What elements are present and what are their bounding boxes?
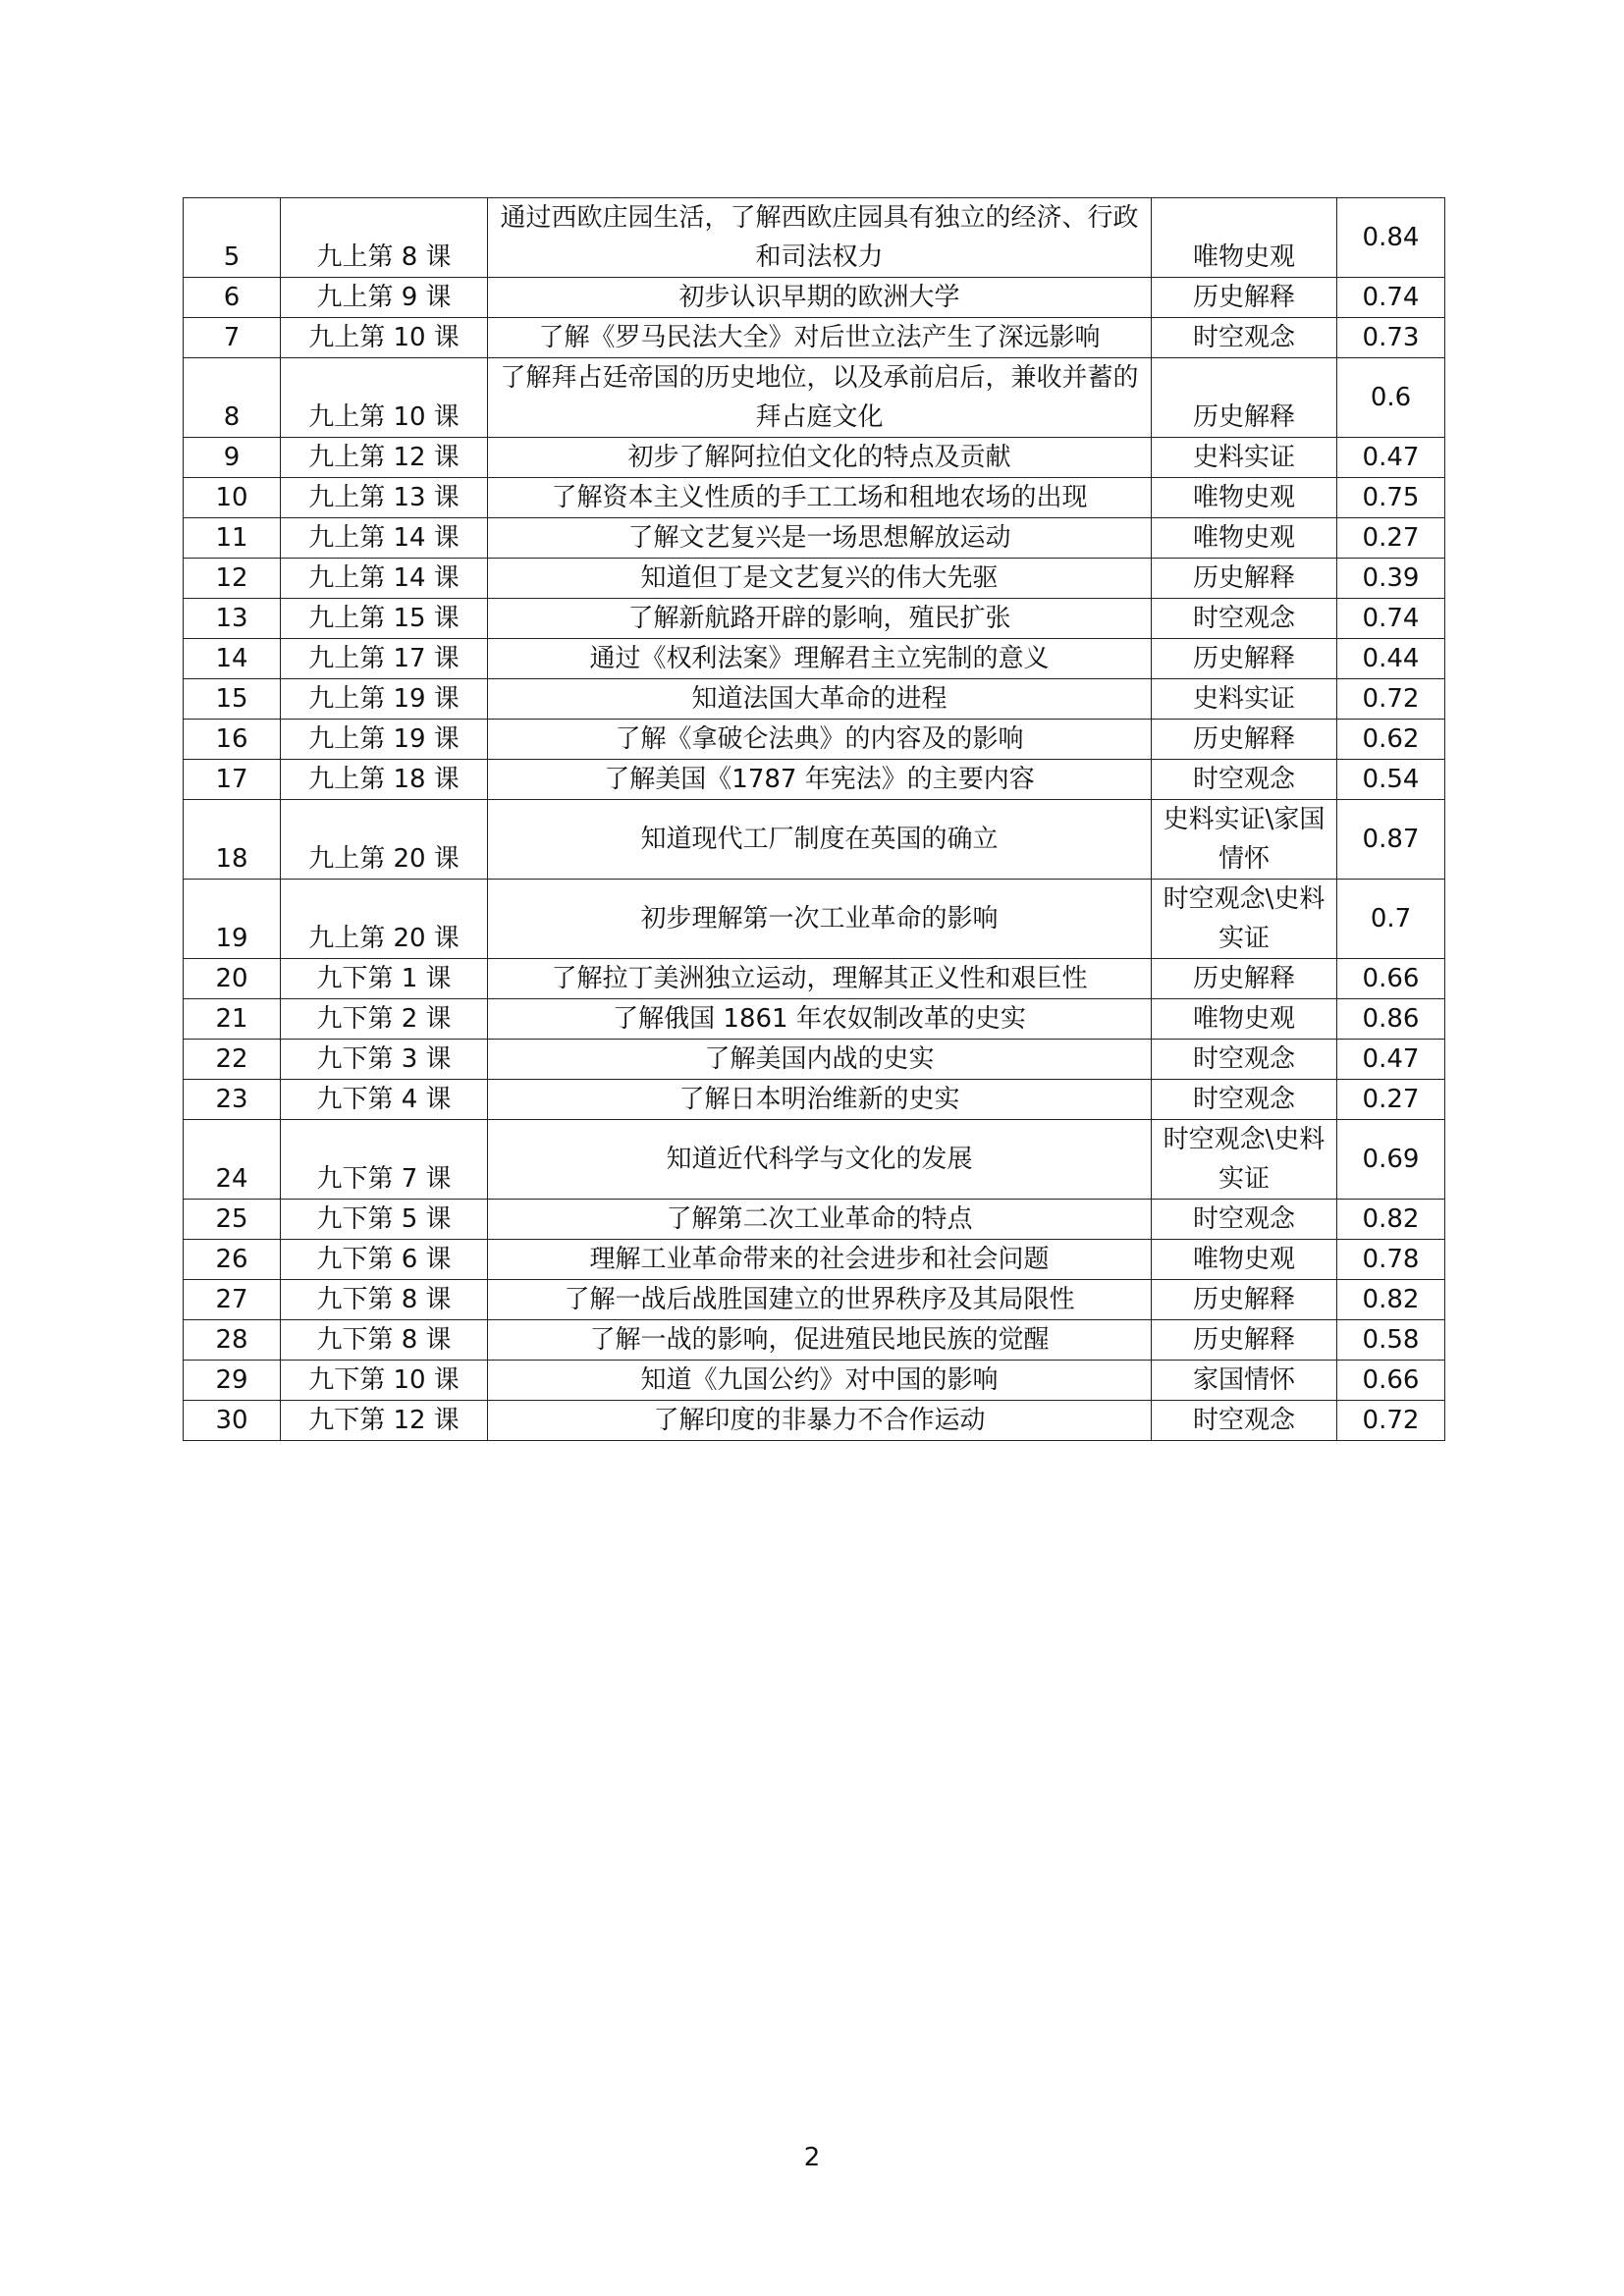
literacy-cell-text: 时空观念	[1192, 1204, 1295, 1234]
table-row	[184, 1040, 1445, 1080]
row-number-cell	[184, 1240, 281, 1280]
value-cell-text: 0.82	[1362, 1204, 1420, 1234]
value-cell-text: 0.58	[1362, 1325, 1420, 1355]
literacy-cell	[1152, 880, 1337, 959]
page-number: 2	[803, 2143, 821, 2172]
table-row	[184, 1401, 1445, 1441]
lesson-cell	[281, 1200, 488, 1240]
value-cell	[1337, 1080, 1445, 1120]
lesson-cell	[281, 999, 488, 1040]
value-cell	[1337, 760, 1445, 800]
literacy-cell	[1152, 318, 1337, 358]
literacy-cell-text: 时空观念	[1192, 323, 1295, 352]
table-row	[184, 478, 1445, 518]
lesson-cell-text: 九上第 15 课	[308, 604, 460, 633]
value-cell	[1337, 358, 1445, 438]
value-cell-text: 0.87	[1362, 825, 1420, 854]
lesson-cell	[281, 278, 488, 318]
row-number-cell-text: 13	[215, 604, 248, 633]
goal-cell-text: 初步了解阿拉伯文化的特点及贡献	[627, 443, 1011, 472]
goal-cell-text: 知道现代工厂制度在英国的确立	[640, 825, 999, 854]
row-number-cell-text: 22	[215, 1044, 248, 1074]
lesson-cell-text: 九上第 8 课	[316, 242, 452, 272]
row-number-cell	[184, 358, 281, 438]
value-cell	[1337, 478, 1445, 518]
lesson-cell-text: 九下第 12 课	[308, 1406, 460, 1435]
lesson-cell-text: 九上第 13 课	[308, 483, 460, 512]
goal-cell-text: 知道近代科学与文化的发展	[666, 1145, 973, 1174]
literacy-cell-text: 时空观念	[1192, 604, 1295, 633]
lesson-cell	[281, 358, 488, 438]
literacy-cell	[1152, 720, 1337, 760]
value-cell	[1337, 639, 1445, 679]
value-cell	[1337, 559, 1445, 599]
goal-cell-text: 知道《九国公约》对中国的影响	[640, 1365, 999, 1395]
lesson-cell-text: 九下第 8 课	[316, 1325, 452, 1355]
lesson-cell-text: 九上第 19 课	[308, 724, 460, 754]
literacy-cell	[1152, 438, 1337, 478]
lesson-cell-text: 九下第 2 课	[316, 1004, 452, 1034]
literacy-cell-text: 历史解释	[1192, 1285, 1295, 1314]
lesson-cell-text: 九下第 4 课	[316, 1085, 452, 1114]
lesson-cell-text: 九上第 10 课	[308, 323, 460, 352]
row-number-cell	[184, 880, 281, 959]
value-cell	[1337, 198, 1445, 278]
goal-cell-text: 了解日本明治维新的史实	[678, 1085, 960, 1114]
goal-cell	[488, 438, 1152, 478]
value-cell-text: 0.75	[1362, 483, 1420, 512]
lesson-cell	[281, 1280, 488, 1320]
value-cell	[1337, 1280, 1445, 1320]
row-number-cell	[184, 478, 281, 518]
goal-cell	[488, 1280, 1152, 1320]
value-cell	[1337, 1320, 1445, 1361]
lesson-cell-text: 九上第 20 课	[308, 844, 460, 874]
table-row	[184, 318, 1445, 358]
table-row	[184, 1361, 1445, 1401]
row-number-cell-text: 26	[215, 1245, 248, 1274]
goal-cell-text: 了解拜占廷帝国的历史地位，以及承前启后，兼收并蓄的拜占庭文化	[500, 363, 1139, 432]
literacy-cell	[1152, 1040, 1337, 1080]
value-cell	[1337, 1120, 1445, 1200]
lesson-cell-text: 九下第 10 课	[308, 1365, 460, 1395]
goal-cell-text: 了解文艺复兴是一场思想解放运动	[627, 523, 1011, 553]
value-cell-text: 0.6	[1370, 383, 1412, 412]
lesson-cell	[281, 1080, 488, 1120]
row-number-cell	[184, 1080, 281, 1120]
literacy-cell-text: 史料实证	[1192, 684, 1295, 714]
literacy-cell	[1152, 800, 1337, 880]
literacy-cell	[1152, 1200, 1337, 1240]
goal-cell-text: 通过西欧庄园生活，了解西欧庄园具有独立的经济、行政和司法权力	[500, 203, 1139, 272]
lesson-cell	[281, 1320, 488, 1361]
lesson-cell-text: 九上第 12 课	[308, 443, 460, 472]
row-number-cell-text: 21	[215, 1004, 248, 1034]
goal-cell	[488, 999, 1152, 1040]
lesson-cell-text: 九下第 6 课	[316, 1245, 452, 1274]
goal-cell	[488, 559, 1152, 599]
value-cell-text: 0.78	[1362, 1245, 1420, 1274]
value-cell	[1337, 1401, 1445, 1441]
value-cell-text: 0.27	[1362, 1085, 1420, 1114]
goal-cell-text: 通过《权利法案》理解君主立宪制的意义	[589, 644, 1050, 673]
literacy-cell	[1152, 1080, 1337, 1120]
row-number-cell	[184, 760, 281, 800]
row-number-cell	[184, 438, 281, 478]
literacy-cell	[1152, 760, 1337, 800]
goal-cell	[488, 720, 1152, 760]
goal-cell-text: 了解印度的非暴力不合作运动	[653, 1406, 986, 1435]
literacy-cell-text: 历史解释	[1192, 283, 1295, 312]
row-number-cell	[184, 1280, 281, 1320]
literacy-cell-text: 时空观念\史料实证	[1163, 884, 1326, 953]
row-number-cell	[184, 278, 281, 318]
lesson-cell	[281, 760, 488, 800]
literacy-cell-text: 历史解释	[1192, 402, 1295, 432]
literacy-cell	[1152, 1361, 1337, 1401]
value-cell-text: 0.74	[1362, 283, 1420, 312]
goal-cell	[488, 518, 1152, 559]
value-cell	[1337, 1040, 1445, 1080]
value-cell-text: 0.54	[1362, 765, 1420, 794]
row-number-cell	[184, 1040, 281, 1080]
table-row	[184, 1200, 1445, 1240]
lesson-cell-text: 九上第 19 课	[308, 684, 460, 714]
table-body	[184, 198, 1445, 1441]
value-cell	[1337, 1361, 1445, 1401]
goal-cell	[488, 800, 1152, 880]
value-cell-text: 0.72	[1362, 684, 1420, 714]
goal-cell	[488, 1401, 1152, 1441]
value-cell-text: 0.84	[1362, 223, 1420, 252]
row-number-cell	[184, 198, 281, 278]
row-number-cell-text: 10	[215, 483, 248, 512]
value-cell	[1337, 278, 1445, 318]
literacy-cell	[1152, 478, 1337, 518]
literacy-cell-text: 史料实证	[1192, 443, 1295, 472]
lesson-cell	[281, 720, 488, 760]
goal-cell	[488, 599, 1152, 639]
literacy-cell-text: 唯物史观	[1192, 1245, 1295, 1274]
literacy-cell-text: 历史解释	[1192, 964, 1295, 993]
row-number-cell-text: 25	[215, 1204, 248, 1234]
lesson-literacy-table	[183, 197, 1445, 1441]
literacy-cell-text: 唯物史观	[1192, 242, 1295, 272]
goal-cell	[488, 478, 1152, 518]
row-number-cell	[184, 518, 281, 559]
lesson-cell-text: 九下第 1 课	[316, 964, 452, 993]
row-number-cell	[184, 720, 281, 760]
goal-cell-text: 了解资本主义性质的手工工场和租地农场的出现	[551, 483, 1088, 512]
goal-cell	[488, 1120, 1152, 1200]
value-cell-text: 0.47	[1362, 443, 1420, 472]
value-cell	[1337, 438, 1445, 478]
goal-cell	[488, 358, 1152, 438]
row-number-cell-text: 8	[223, 402, 241, 432]
lesson-cell	[281, 559, 488, 599]
goal-cell-text: 知道法国大革命的进程	[691, 684, 947, 714]
literacy-cell-text: 时空观念	[1192, 765, 1295, 794]
goal-cell	[488, 760, 1152, 800]
value-cell	[1337, 720, 1445, 760]
row-number-cell-text: 12	[215, 563, 248, 593]
row-number-cell-text: 15	[215, 684, 248, 714]
row-number-cell-text: 23	[215, 1085, 248, 1114]
value-cell-text: 0.47	[1362, 1044, 1420, 1074]
literacy-cell-text: 时空观念	[1192, 1085, 1295, 1114]
value-cell-text: 0.69	[1362, 1145, 1420, 1174]
literacy-cell	[1152, 198, 1337, 278]
literacy-cell-text: 历史解释	[1192, 563, 1295, 593]
goal-cell	[488, 1080, 1152, 1120]
value-cell-text: 0.86	[1362, 1004, 1420, 1034]
table-row	[184, 1240, 1445, 1280]
row-number-cell	[184, 800, 281, 880]
goal-cell-text: 了解美国《1787 年宪法》的主要内容	[604, 765, 1035, 794]
literacy-cell-text: 历史解释	[1192, 1325, 1295, 1355]
goal-cell-text: 初步理解第一次工业革命的影响	[640, 904, 999, 934]
row-number-cell-text: 9	[223, 443, 241, 472]
goal-cell	[488, 880, 1152, 959]
goal-cell	[488, 639, 1152, 679]
row-number-cell	[184, 559, 281, 599]
lesson-cell-text: 九上第 17 课	[308, 644, 460, 673]
value-cell-text: 0.44	[1362, 644, 1420, 673]
literacy-cell	[1152, 278, 1337, 318]
literacy-cell	[1152, 358, 1337, 438]
lesson-cell-text: 九上第 14 课	[308, 523, 460, 553]
lesson-cell	[281, 438, 488, 478]
table-row	[184, 679, 1445, 720]
value-cell-text: 0.66	[1362, 1365, 1420, 1395]
literacy-cell	[1152, 999, 1337, 1040]
literacy-cell-text: 家国情怀	[1192, 1365, 1295, 1395]
row-number-cell-text: 7	[223, 323, 241, 352]
goal-cell-text: 了解新航路开辟的影响，殖民扩张	[627, 604, 1011, 633]
lesson-cell-text: 九上第 18 课	[308, 765, 460, 794]
lesson-cell	[281, 1120, 488, 1200]
goal-cell-text: 知道但丁是文艺复兴的伟大先驱	[640, 563, 999, 593]
lesson-cell	[281, 679, 488, 720]
row-number-cell-text: 6	[223, 283, 241, 312]
value-cell-text: 0.7	[1370, 904, 1412, 934]
goal-cell	[488, 198, 1152, 278]
lesson-cell	[281, 198, 488, 278]
lesson-cell	[281, 639, 488, 679]
row-number-cell	[184, 639, 281, 679]
row-number-cell-text: 28	[215, 1325, 248, 1355]
goal-cell-text: 了解《罗马民法大全》对后世立法产生了深远影响	[538, 323, 1101, 352]
literacy-cell-text: 历史解释	[1192, 644, 1295, 673]
goal-cell	[488, 318, 1152, 358]
table-row	[184, 720, 1445, 760]
goal-cell-text: 了解美国内战的史实	[704, 1044, 935, 1074]
lesson-cell	[281, 880, 488, 959]
row-number-cell-text: 27	[215, 1285, 248, 1314]
lesson-cell-text: 九上第 20 课	[308, 924, 460, 953]
value-cell	[1337, 318, 1445, 358]
table-row	[184, 639, 1445, 679]
value-cell-text: 0.72	[1362, 1406, 1420, 1435]
goal-cell-text: 了解俄国 1861 年农奴制改革的史实	[613, 1004, 1026, 1034]
lesson-cell-text: 九下第 3 课	[316, 1044, 452, 1074]
goal-cell-text: 了解《拿破仑法典》的内容及的影响	[615, 724, 1024, 754]
literacy-cell-text: 时空观念	[1192, 1406, 1295, 1435]
literacy-cell-text: 史料实证\家国情怀	[1163, 805, 1326, 874]
row-number-cell-text: 19	[215, 924, 248, 953]
goal-cell-text: 了解第二次工业革命的特点	[666, 1204, 973, 1234]
literacy-cell	[1152, 959, 1337, 999]
value-cell	[1337, 999, 1445, 1040]
lesson-cell	[281, 800, 488, 880]
literacy-cell-text: 唯物史观	[1192, 523, 1295, 553]
row-number-cell	[184, 318, 281, 358]
value-cell-text: 0.39	[1362, 563, 1420, 593]
row-number-cell	[184, 999, 281, 1040]
value-cell	[1337, 959, 1445, 999]
value-cell-text: 0.74	[1362, 604, 1420, 633]
row-number-cell	[184, 1320, 281, 1361]
lesson-cell	[281, 318, 488, 358]
table-row	[184, 800, 1445, 880]
row-number-cell	[184, 1361, 281, 1401]
value-cell	[1337, 1200, 1445, 1240]
value-cell	[1337, 880, 1445, 959]
value-cell	[1337, 800, 1445, 880]
table-row	[184, 1080, 1445, 1120]
goal-cell-text: 了解一战后战胜国建立的世界秩序及其局限性	[564, 1285, 1075, 1314]
row-number-cell-text: 20	[215, 964, 248, 993]
literacy-cell	[1152, 1280, 1337, 1320]
lesson-cell	[281, 959, 488, 999]
table-row	[184, 599, 1445, 639]
row-number-cell-text: 18	[215, 844, 248, 874]
literacy-cell	[1152, 1240, 1337, 1280]
row-number-cell-text: 24	[215, 1164, 248, 1194]
table-row	[184, 559, 1445, 599]
value-cell	[1337, 1240, 1445, 1280]
goal-cell	[488, 1320, 1152, 1361]
lesson-cell	[281, 1240, 488, 1280]
goal-cell	[488, 1240, 1152, 1280]
row-number-cell-text: 5	[223, 242, 241, 272]
literacy-cell	[1152, 1120, 1337, 1200]
goal-cell-text: 了解一战的影响，促进殖民地民族的觉醒	[589, 1325, 1050, 1355]
literacy-cell	[1152, 1401, 1337, 1441]
lesson-cell	[281, 478, 488, 518]
row-number-cell-text: 29	[215, 1365, 248, 1395]
row-number-cell-text: 16	[215, 724, 248, 754]
value-cell	[1337, 599, 1445, 639]
row-number-cell-text: 14	[215, 644, 248, 673]
value-cell-text: 0.73	[1362, 323, 1420, 352]
literacy-cell	[1152, 639, 1337, 679]
goal-cell	[488, 679, 1152, 720]
literacy-cell	[1152, 599, 1337, 639]
goal-cell	[488, 1361, 1152, 1401]
table-row	[184, 198, 1445, 278]
lesson-cell	[281, 1040, 488, 1080]
table-row	[184, 880, 1445, 959]
literacy-cell-text: 时空观念\史料实证	[1163, 1125, 1326, 1194]
lesson-cell-text: 九下第 7 课	[316, 1164, 452, 1194]
lesson-cell-text: 九下第 8 课	[316, 1285, 452, 1314]
row-number-cell	[184, 1200, 281, 1240]
lesson-cell-text: 九上第 14 课	[308, 563, 460, 593]
row-number-cell	[184, 1401, 281, 1441]
literacy-cell-text: 唯物史观	[1192, 1004, 1295, 1034]
table-row	[184, 518, 1445, 559]
row-number-cell	[184, 599, 281, 639]
goal-cell	[488, 959, 1152, 999]
goal-cell	[488, 1040, 1152, 1080]
literacy-cell-text: 时空观念	[1192, 1044, 1295, 1074]
value-cell	[1337, 679, 1445, 720]
literacy-cell-text: 唯物史观	[1192, 483, 1295, 512]
lesson-cell-text: 九上第 9 课	[316, 283, 452, 312]
value-cell-text: 0.27	[1362, 523, 1420, 553]
row-number-cell	[184, 1120, 281, 1200]
table-row	[184, 760, 1445, 800]
table-row	[184, 1320, 1445, 1361]
row-number-cell-text: 11	[215, 523, 248, 553]
table-row	[184, 999, 1445, 1040]
lesson-cell	[281, 599, 488, 639]
goal-cell	[488, 278, 1152, 318]
table-row	[184, 438, 1445, 478]
lesson-cell	[281, 1361, 488, 1401]
literacy-cell	[1152, 559, 1337, 599]
lesson-cell-text: 九下第 5 课	[316, 1204, 452, 1234]
goal-cell-text: 理解工业革命带来的社会进步和社会问题	[589, 1245, 1050, 1274]
row-number-cell	[184, 959, 281, 999]
lesson-cell	[281, 518, 488, 559]
value-cell-text: 0.66	[1362, 964, 1420, 993]
row-number-cell-text: 30	[215, 1406, 248, 1435]
goal-cell-text: 初步认识早期的欧洲大学	[678, 283, 960, 312]
table-row	[184, 1280, 1445, 1320]
value-cell	[1337, 518, 1445, 559]
lesson-cell	[281, 1401, 488, 1441]
table-row	[184, 959, 1445, 999]
table-row	[184, 278, 1445, 318]
table-row	[184, 1120, 1445, 1200]
value-cell-text: 0.62	[1362, 724, 1420, 754]
lesson-cell-text: 九上第 10 课	[308, 402, 460, 432]
literacy-cell	[1152, 518, 1337, 559]
literacy-cell	[1152, 1320, 1337, 1361]
goal-cell-text: 了解拉丁美洲独立运动，理解其正义性和艰巨性	[551, 964, 1088, 993]
row-number-cell	[184, 679, 281, 720]
goal-cell	[488, 1200, 1152, 1240]
literacy-cell-text: 历史解释	[1192, 724, 1295, 754]
value-cell-text: 0.82	[1362, 1285, 1420, 1314]
row-number-cell-text: 17	[215, 765, 248, 794]
table-row	[184, 358, 1445, 438]
literacy-cell	[1152, 679, 1337, 720]
